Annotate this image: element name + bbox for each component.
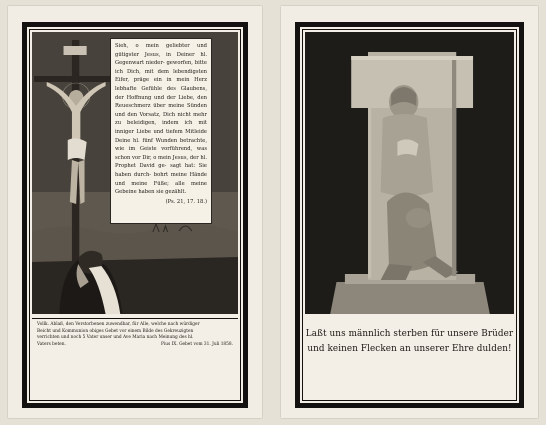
memorial-statue-photo [305, 32, 514, 314]
caption-source: Pius IX. Gebet vom 31. Juli 1858. [160, 341, 233, 347]
caption-line: Vaters beten. [37, 341, 66, 347]
right-card-frame [295, 22, 524, 408]
prayer-citation: (Ps. 21, 17. 18.) [165, 198, 207, 205]
crucifixion-illustration [32, 32, 238, 314]
prayer-line: und gütigster Jesus, in [115, 43, 207, 58]
prayer-line: Sieh, o mein geliebter [115, 43, 197, 49]
prayer-line: Hoffnung und der Liebe, den [126, 94, 207, 101]
left-card [8, 6, 262, 418]
prayer-line: haben sie gezählt. [138, 189, 187, 196]
prayer-line: indem ich mit inniger Liebe [115, 120, 207, 135]
caption-line: Beicht und Kommunion obiges Gebet vor einem Bilde des Gekreuzigten [37, 328, 194, 334]
prayer-line: geworfen, bitte ich Dich, mit [115, 60, 207, 75]
prayer-line: im Geiste vorführend, was [128, 146, 207, 153]
prayer-line: fünf Wunden betrachte, wie [115, 137, 208, 153]
caption-last-row [37, 342, 233, 349]
prayer-line: bohrt meine Hände und meine [115, 171, 207, 187]
prayer-line: der hl. Prophet David ge- [115, 154, 207, 170]
motto-line-2: und keinen Flecken an unserer Ehre dulden! [307, 344, 512, 354]
prayer-line: Reueschmerz über meine [115, 103, 188, 110]
right-card [281, 6, 538, 418]
prayer-text [110, 38, 212, 224]
motto-line-1: Laßt uns männlich sterben für unsere Brüder [305, 329, 514, 339]
memorial-statue-image [305, 32, 514, 314]
caption-line: Vollk. Ablaß, den Verstorbenen zuwendbar, für Alle, welche nach würdiger [37, 322, 200, 327]
prayer-line: sagt hat: Sie haben durch- [115, 163, 207, 178]
prayer-line: dem lebendigsten Eifer, präge [115, 68, 207, 84]
prayer-line: Dich nicht mehr zu beleidigen, [115, 111, 207, 127]
prayer-line: Deiner hl. Gegenwart nieder- [115, 51, 207, 67]
prayer-line: Füße; alle meine Gebeine [115, 180, 207, 196]
prayer-line: Sünden und den Vorsatz, [115, 103, 207, 118]
prayer-line: schon vor Dir, o mein Jesus, [115, 154, 190, 161]
memorial-motto [305, 327, 514, 357]
prayer-line: ein in mein Herz lebhafte [115, 77, 207, 92]
prayer-line: und tiefem Mitleide Deine hl. [115, 128, 207, 144]
left-card-frame [22, 22, 248, 408]
indulgence-caption [32, 318, 238, 360]
prayer-line: Gefühle des Glaubens, der [115, 85, 207, 101]
caption-line: verrichten und noch 5 Vater unser und Ave Maria nach Meinung des hl. [37, 335, 194, 341]
